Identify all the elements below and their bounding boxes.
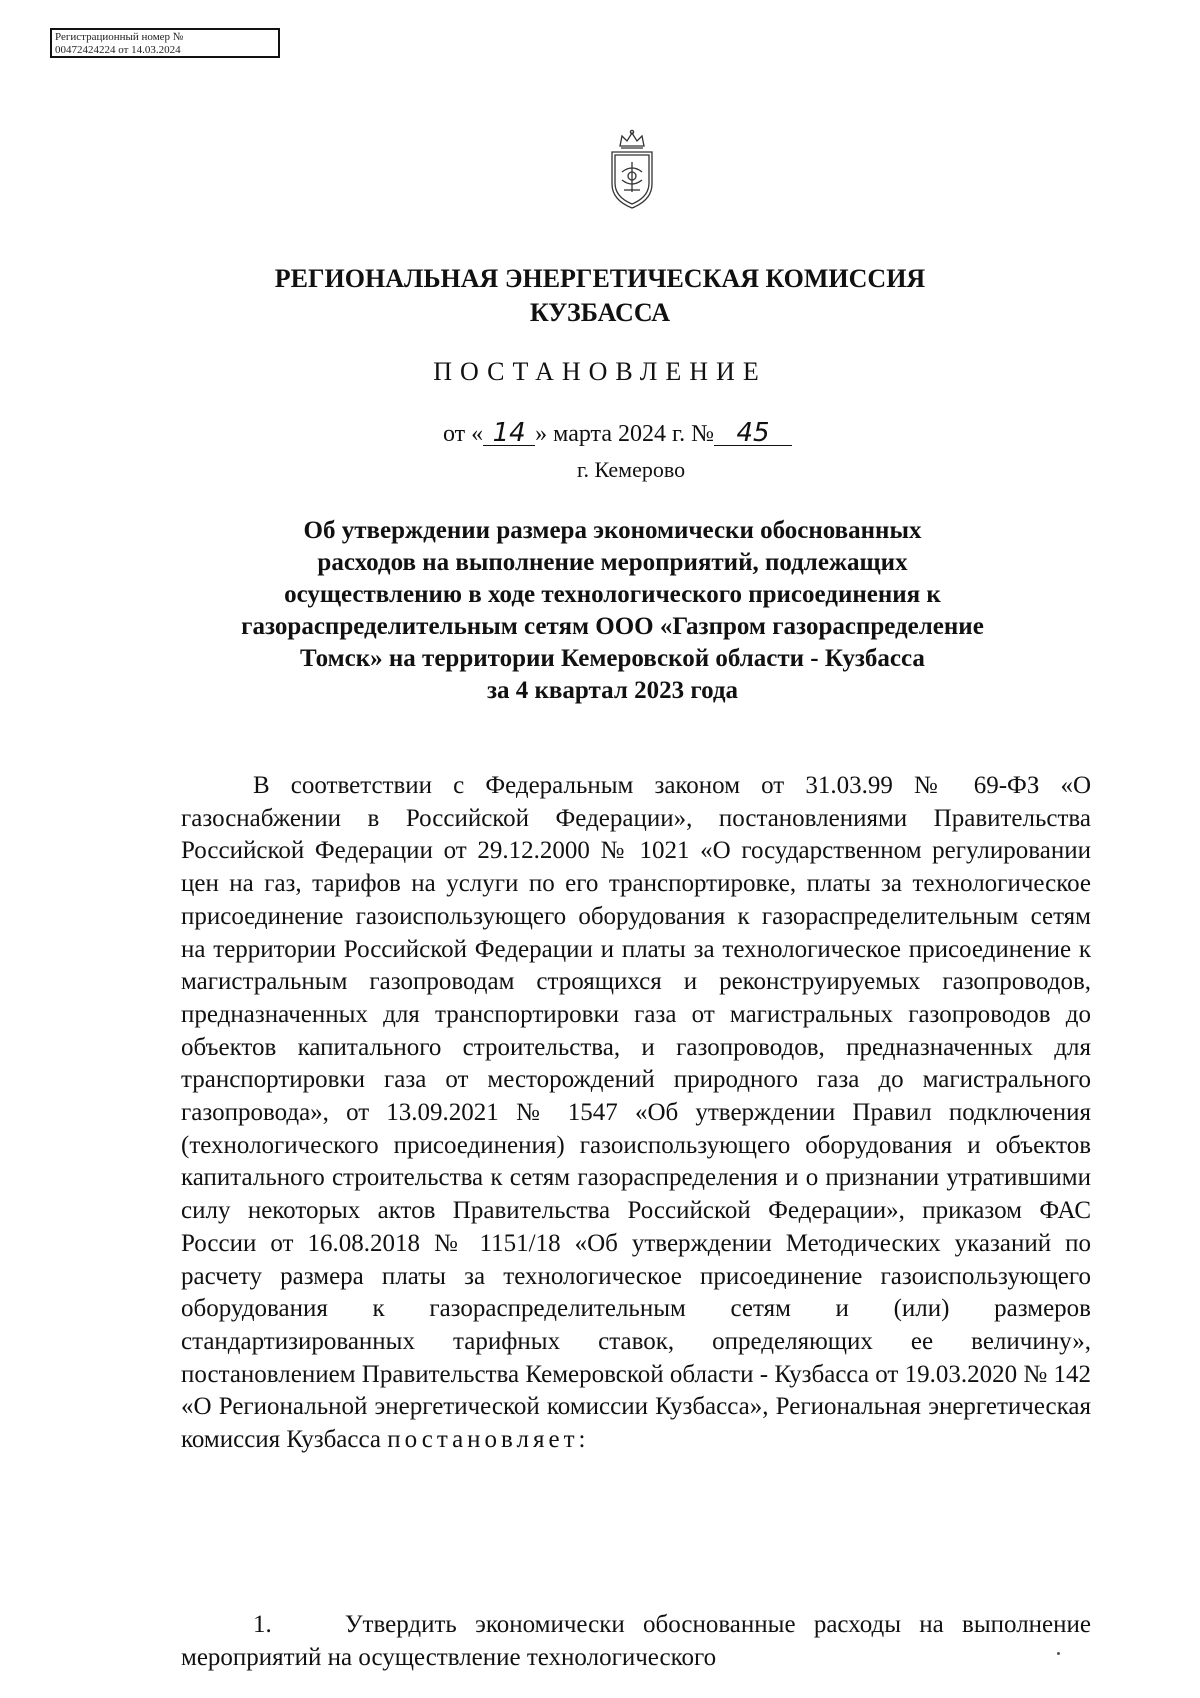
organization-name [0,262,1200,330]
title-line: расходов на выполнение мероприятий, подлежащих [317,549,908,576]
handwritten-number: 45 [714,421,792,446]
title-line: Томск» на территории Кемеровской области - Кузбасса [300,645,925,672]
date-middle: » марта 2024 г. № [535,421,714,447]
registration-stamp-line-1: Регистрационный номер № [55,31,184,43]
item-1-paragraph [181,1609,1091,1674]
item-1-text: Утвердить экономически обоснованные расходы на выполнение мероприятий на осуществление технологического [181,1611,1092,1671]
preamble-paragraph [181,770,1091,1457]
organization-name-line-2: КУЗБАССА [529,298,671,327]
date-line [443,418,792,448]
title-line: Об утверждении размера экономически обоснованных [303,517,922,544]
date-prefix: от « [443,421,484,447]
document-type: ПОСТАНОВЛЕНИЕ [433,357,767,386]
handwritten-day: 14 [483,421,535,446]
city: г. Кемерово [577,457,686,482]
page-mark [1057,1652,1060,1655]
organization-name-line-1: РЕГИОНАЛЬНАЯ ЭНЕРГЕТИЧЕСКАЯ КОМИССИЯ [274,264,926,293]
kuzbass-coat-of-arms-icon [604,128,660,214]
preamble-text: В соответствии с Федеральным законом от 31.03.99 № 69-ФЗ «О газоснабжении в Российской Федерации», постановлениями Правительства Российской Федерации от 29.12.2000 № 1021 «О государственном регулировании цен на газ, тарифов на услуги по его транспортировке, платы за технологическое присоединение газоиспользующего оборудования к газораспределительным сетям на территории Российской Федерации и платы за технологическое присоединение к магистральным газопроводам строящихся и реконструируемых газопроводов, предназначенных для транспортировки газа от магистральных газопроводов до объектов капитального строительства, и газопроводов, предназначенных для транспортировки газа от месторождений природного газа до магистрального газопровода», от 13.09.2021 № 1547 «Об утверждении Правил подключения (технологического присоединения) газоиспользующего оборудования и объектов капитального строительства к сетям газораспределения и о признании утратившими силу некоторых актов Правительства Российской Федерации», приказом ФАС России от 16.08.2018 № 1151/18 «Об утверждении Методических указаний по расчету размера платы за технологическое присоединение газоиспользующего оборудования к газораспределительным сетям и (или) размеров стандартизированных тарифных ставок, определяющих ее величину», постановлением Правительства Кемеровской области - Кузбасса от 19.03.2020 № 142 «О Региональной энергетической комиссии Кузбасса», Региональная энергетическая комиссия Кузбасса [181,772,1091,1454]
resolves-word: постановляет: [387,1426,590,1454]
title-line: за 4 квартал 2023 года [486,677,738,704]
registration-stamp [50,28,280,58]
item-1-number: 1. [253,1611,272,1638]
title-line: газораспределительным сетям ООО «Газпром газораспределение [241,613,984,640]
document-title [170,515,1055,707]
registration-stamp-line-2: 00472424224 от 14.03.2024 [55,44,181,56]
title-line: осуществлению в ходе технологического присоединения к [284,581,941,608]
